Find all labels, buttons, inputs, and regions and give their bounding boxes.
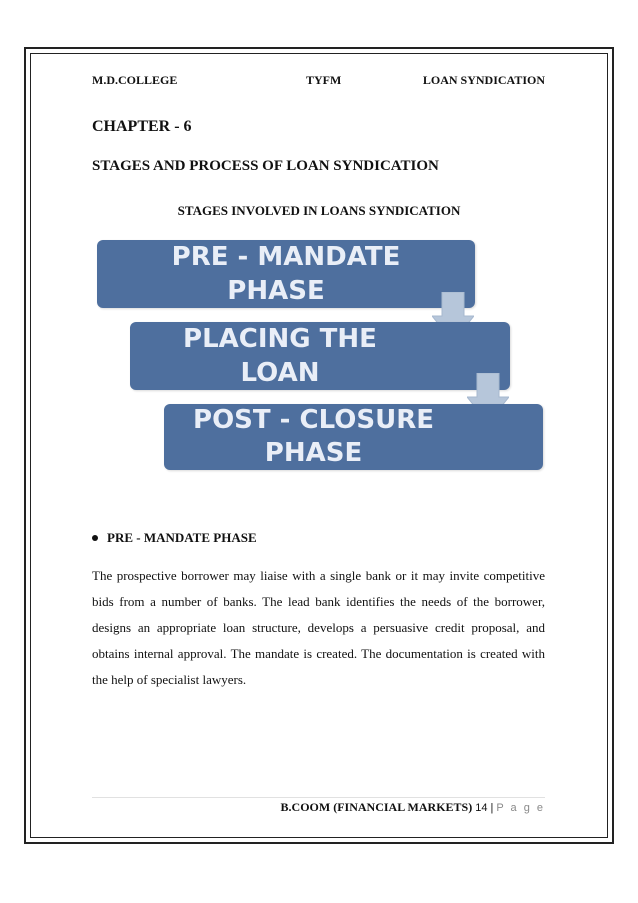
bullet-heading — [92, 530, 257, 546]
diagram-subtitle: STAGES INVOLVED IN LOANS SYNDICATION — [177, 203, 461, 218]
header-course: TYFM — [306, 73, 342, 87]
stage-line: PLACING THE — [183, 324, 377, 354]
stage-line: PHASE — [227, 276, 325, 306]
footer-page-number: 14 — [475, 802, 488, 814]
stage-box-placing-loan — [130, 322, 510, 390]
header-topic: LOAN SYNDICATION — [422, 73, 545, 87]
stage-box-pre-mandate — [97, 240, 475, 308]
section-title: STAGES AND PROCESS OF LOAN SYNDICATION — [92, 158, 439, 174]
stage-line: PRE - MANDATE — [171, 242, 401, 272]
header-college: M.D.COLLEGE — [92, 73, 178, 87]
footer-course: B.COOM (FINANCIAL MARKETS) — [280, 800, 473, 814]
footer-separator: | — [490, 802, 494, 814]
body-paragraph: The prospective borrower may liaise with a single bank or it may invite competitive bids from a number of banks. The lead bank identifies the needs of the borrower, designs an appropriate loan structure, develops a persuasive credit proposal, and obtains internal approval. The mandate is created. The documentation is created with the help of specialist lawyers. — [92, 568, 545, 687]
stage-line: POST - CLOSURE — [193, 405, 434, 435]
footer-divider — [92, 797, 545, 798]
chapter-heading: CHAPTER - 6 — [92, 118, 192, 135]
stage-line: LOAN — [240, 358, 320, 388]
page-header — [92, 73, 545, 89]
bullet-icon — [92, 535, 98, 541]
footer-page-label: P a g e — [496, 802, 545, 814]
stage-line: PHASE — [264, 438, 363, 468]
page-footer — [281, 800, 545, 815]
bullet-heading-text: PRE - MANDATE PHASE — [107, 530, 257, 545]
stage-box-post-closure — [164, 404, 543, 470]
